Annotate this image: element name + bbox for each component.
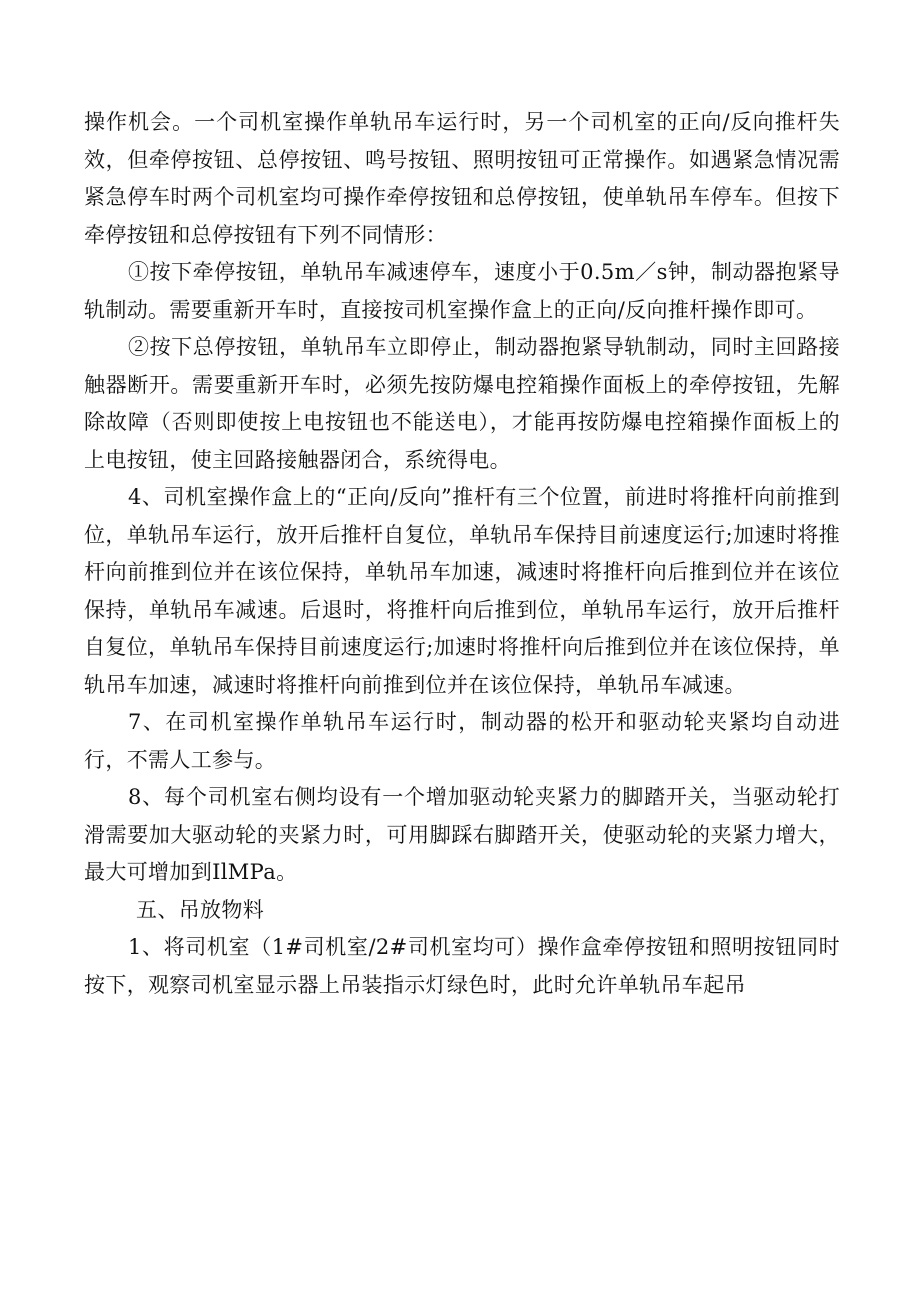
- paragraph-brake-stop-button: ①按下牵停按钮，单轨吊车减速停车，速度小于0.5m／s钟，制动器抱紧导轨制动。需要重新开车时，直接按司机室操作盒上的正向/反向推杆操作即可。: [84, 260, 840, 322]
- document-body: [84, 104, 840, 1004]
- paragraph-emergency-stop-button: ②按下总停按钮，单轨吊车立即停止，制动器抱紧导轨制动，同时主回路接触器断开。需要重新开车时，必须先按防爆电控箱操作面板上的牵停按钮，先解除故障（否则即使按上电按钮也不能送电），才能再按防爆电控箱操作面板上的上电按钮，使主回路接触器闭合，系统得电。: [84, 335, 840, 472]
- paragraph-lifting-step-1: 1、将司机室（1#司机室/2#司机室均可）操作盒牵停按钮和照明按钮同时按下，观察司机室显示器上吊装指示灯绿色时，此时允许单轨吊车起吊: [84, 935, 840, 997]
- paragraph-continued-operation: 操作机会。一个司机室操作单轨吊车运行时，另一个司机室的正向/反向推杆失效，但牵停按钮、总停按钮、鸣号按钮、照明按钮可正常操作。如遇紧急情况需紧急停车时两个司机室均可操作牵停按钮和总停按钮，使单轨吊车停车。但按下牵停按钮和总停按钮有下列不同情形：: [84, 110, 840, 247]
- section-heading-material-lifting: 五、吊放物料: [136, 897, 265, 922]
- paragraph-foot-switch: 8、每个司机室右侧均设有一个增加驱动轮夹紧力的脚踏开关，当驱动轮打滑需要加大驱动轮的夹紧力时，可用脚踩右脚踏开关，使驱动轮的夹紧力增大，最大可增加到IlMPa。: [84, 785, 840, 884]
- paragraph-automatic-brake: 7、在司机室操作单轨吊车运行时，制动器的松开和驱动轮夹紧均自动进行，不需人工参与。: [84, 710, 840, 772]
- paragraph-push-rod-positions: 4、司机室操作盒上的“正向/反向”推杆有三个位置，前进时将推杆向前推到位，单轨吊车运行，放开后推杆自复位，单轨吊车保持目前速度运行;加速时将推杆向前推到位并在该位保持，单轨吊车加速，减速时将推杆向后推到位并在该位保持，单轨吊车减速。后退时，将推杆向后推到位，单轨吊车运行，放开后推杆自复位，单轨吊车保持目前速度运行;加速时将推杆向后推到位并在该位保持，单轨吊车加速，减速时将推杆向前推到位并在该位保持，单轨吊车减速。: [84, 485, 840, 697]
